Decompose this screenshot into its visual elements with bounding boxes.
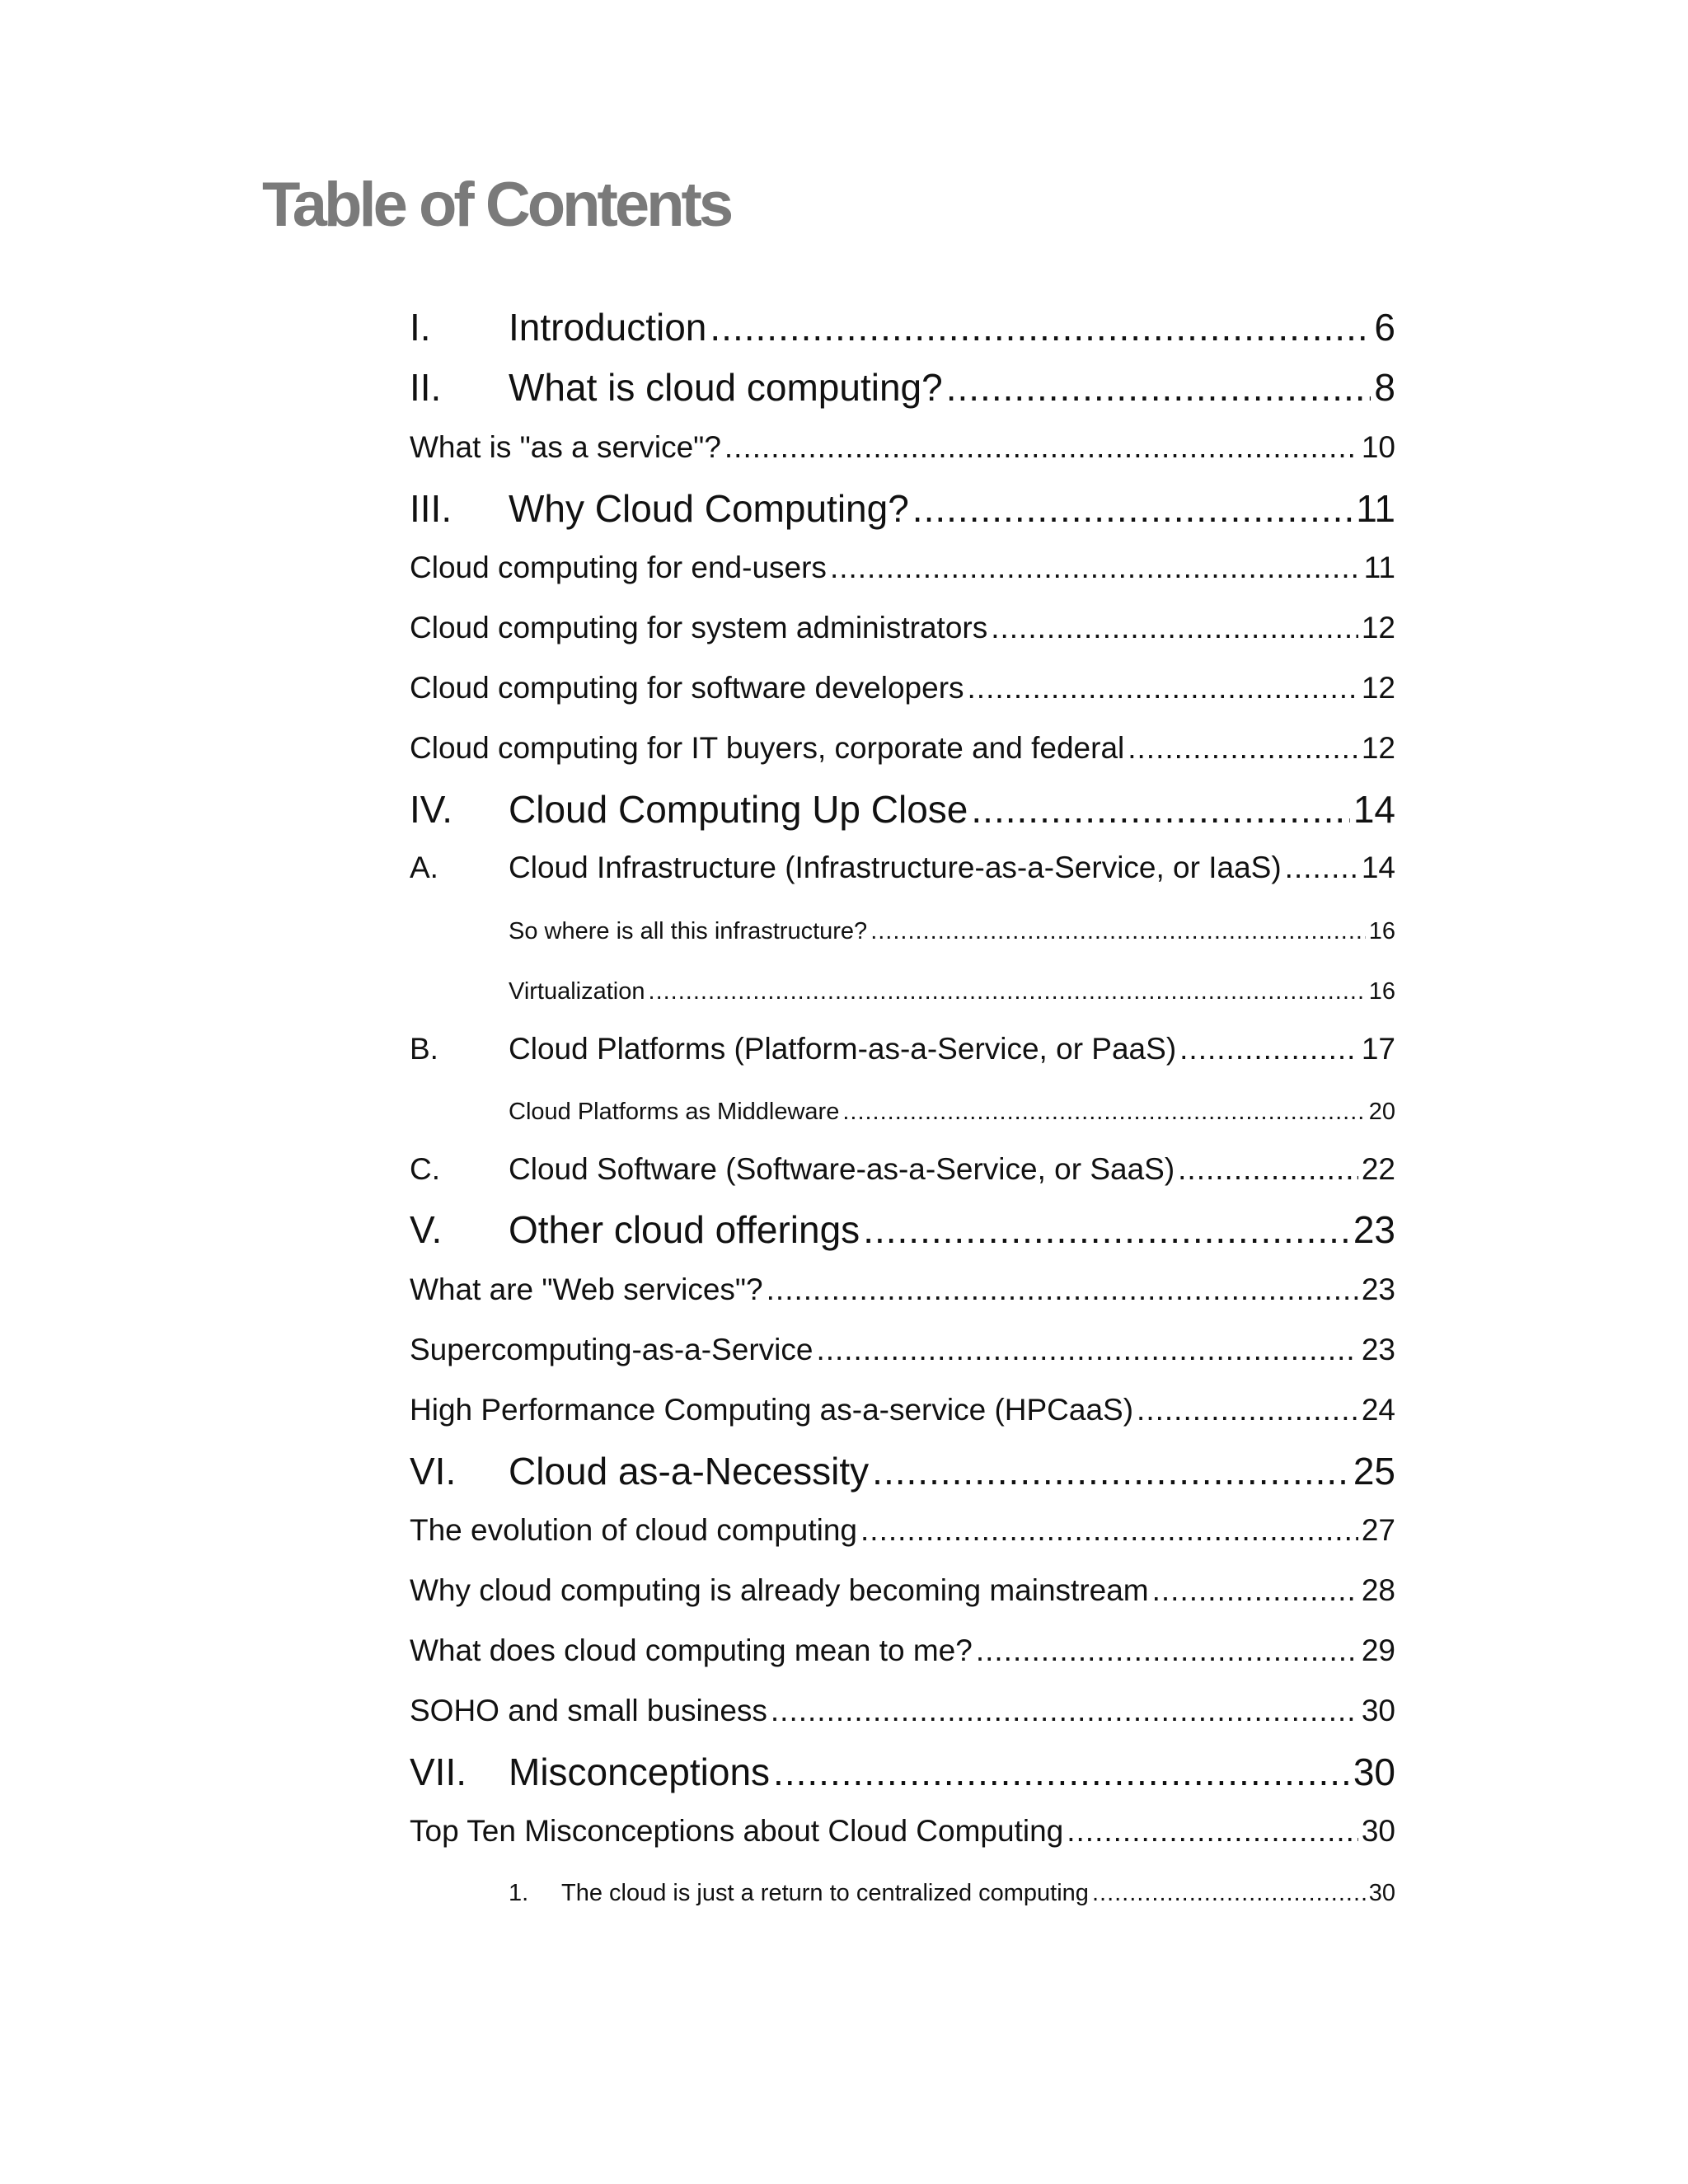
toc-entry-title: So where is all this infrastructure? (509, 918, 868, 944)
toc-dot-leader (816, 1333, 1357, 1367)
toc-page-number: 11 (1363, 551, 1395, 584)
toc-page-number: 14 (1353, 788, 1395, 831)
toc-entry-title: What does cloud computing mean to me? (410, 1633, 973, 1667)
toc-entry[interactable] (410, 611, 1395, 652)
toc-entry-title: Cloud computing for end-users (410, 551, 827, 584)
page-title: Table of Contents (262, 170, 731, 240)
toc-entry-title: Introduction (509, 306, 707, 349)
toc-page-number: 17 (1361, 1032, 1395, 1066)
toc-page-number: 12 (1361, 671, 1395, 705)
toc-dot-leader (1092, 1880, 1366, 1907)
toc-page-number: 11 (1356, 487, 1395, 530)
toc-entry-number: IV. (410, 788, 453, 831)
toc-entry-title: Cloud Software (Software-as-a-Service, or SaaS) (509, 1152, 1175, 1186)
toc-page-number: 24 (1361, 1393, 1395, 1427)
toc-dot-leader (976, 1633, 1358, 1668)
toc-entry-title: Supercomputing-as-a-Service (410, 1333, 814, 1366)
toc-entry[interactable] (509, 918, 1395, 951)
toc-entry-title: Other cloud offerings (509, 1208, 860, 1251)
toc-entry[interactable] (410, 1513, 1395, 1554)
toc-entry-number: V. (410, 1208, 443, 1251)
toc-dot-leader (1285, 851, 1358, 885)
toc-page-number: 12 (1361, 731, 1395, 765)
toc-page-number: 22 (1361, 1152, 1395, 1186)
toc-dot-leader (649, 978, 1366, 1005)
toc-page-number: 23 (1361, 1333, 1395, 1366)
toc-dot-leader (860, 1513, 1358, 1548)
toc-dot-leader (842, 1099, 1365, 1126)
toc-page-number: 16 (1368, 918, 1395, 944)
toc-entry-title: What is cloud computing? (509, 366, 943, 409)
toc-entry[interactable] (410, 1207, 1395, 1257)
toc-page-number: 14 (1361, 851, 1395, 884)
toc-entry[interactable] (410, 1573, 1395, 1615)
toc-dot-leader (767, 1272, 1358, 1307)
toc-page-number: 29 (1361, 1633, 1395, 1667)
toc-dot-leader (971, 787, 1349, 832)
toc-entry-number: II. (410, 366, 442, 409)
toc-entry[interactable] (410, 731, 1395, 772)
toc-entry[interactable] (410, 551, 1395, 592)
toc-page-number: 30 (1361, 1694, 1395, 1727)
toc-page-number: 8 (1374, 366, 1395, 409)
toc-dot-leader (863, 1207, 1350, 1252)
toc-entry[interactable] (410, 1333, 1395, 1374)
toc-entry[interactable] (410, 365, 1395, 415)
toc-entry-number: B. (410, 1032, 438, 1066)
toc-dot-leader (1178, 1152, 1358, 1187)
toc-entry-number: I. (410, 306, 431, 349)
toc-entry[interactable] (509, 1880, 1395, 1913)
toc-entry-title: Cloud Platforms (Platform-as-a-Service, or PaaS) (509, 1032, 1177, 1066)
toc-entry-title: Top Ten Misconceptions about Cloud Computing (410, 1814, 1064, 1848)
toc-entry[interactable] (410, 430, 1395, 471)
toc-entry-title: What is "as a service"? (410, 430, 721, 464)
toc-page-number: 12 (1361, 611, 1395, 644)
toc-dot-leader (968, 671, 1358, 705)
toc-dot-leader (771, 1694, 1358, 1728)
toc-page-number: 16 (1368, 978, 1395, 1005)
toc-entry-title: The evolution of cloud computing (410, 1513, 858, 1547)
toc-page-number: 30 (1368, 1880, 1395, 1906)
toc-page-number: 10 (1361, 430, 1395, 464)
toc-entry[interactable] (410, 1694, 1395, 1735)
toc-entry[interactable] (410, 1152, 1395, 1193)
toc-entry[interactable] (509, 1099, 1395, 1132)
toc-dot-leader (710, 305, 1371, 349)
toc-entry-title: Cloud computing for IT buyers, corporate and federal (410, 731, 1125, 765)
toc-entry-number: 1. (509, 1880, 529, 1906)
toc-entry-number: C. (410, 1152, 440, 1186)
toc-dot-leader (946, 365, 1372, 410)
toc-entry-title: Cloud Infrastructure (Infrastructure-as-a-Service, or IaaS) (509, 851, 1282, 884)
toc-dot-leader (912, 486, 1353, 531)
toc-entry-title: Cloud computing for system administrators (410, 611, 988, 644)
toc-entry-title: Cloud Platforms as Middleware (509, 1099, 840, 1125)
toc-page-number: 23 (1361, 1272, 1395, 1306)
toc-entry[interactable] (410, 1449, 1395, 1498)
toc-page-number: 30 (1353, 1750, 1395, 1793)
toc-dot-leader (1128, 731, 1358, 766)
toc-entry-title: Cloud Computing Up Close (509, 788, 968, 831)
toc-entry-title: The cloud is just a return to centralized computing (561, 1880, 1089, 1906)
toc-dot-leader (773, 1750, 1350, 1794)
toc-page-number: 28 (1361, 1573, 1395, 1607)
toc-dot-leader (1179, 1032, 1358, 1066)
toc-entry[interactable] (410, 1633, 1395, 1675)
toc-page-number: 27 (1361, 1513, 1395, 1547)
toc-entry[interactable] (410, 305, 1395, 354)
toc-dot-leader (724, 430, 1358, 465)
toc-dot-leader (1137, 1393, 1358, 1427)
toc-entry-title: High Performance Computing as-a-service (HPCaaS) (410, 1393, 1134, 1427)
toc-page-number: 25 (1353, 1450, 1395, 1493)
toc-entry[interactable] (410, 1272, 1395, 1314)
toc-entry[interactable] (410, 1032, 1395, 1073)
toc-entry-number: A. (410, 851, 438, 884)
toc-page-number: 20 (1368, 1099, 1395, 1125)
toc-entry-number: VI. (410, 1450, 457, 1493)
toc-page-number: 23 (1353, 1208, 1395, 1251)
toc-entry[interactable] (410, 671, 1395, 712)
toc-entry[interactable] (410, 486, 1395, 536)
toc-dot-leader (872, 1449, 1350, 1493)
toc-entry-title: Cloud as-a-Necessity (509, 1450, 870, 1493)
toc-page-number: 30 (1361, 1814, 1395, 1848)
toc-dot-leader (870, 918, 1366, 945)
toc-entry-number: VII. (410, 1750, 467, 1793)
toc-entry-title: Why Cloud Computing? (509, 487, 909, 530)
toc-entry-title: Cloud computing for software developers (410, 671, 964, 705)
toc-entry-title: Misconceptions (509, 1750, 771, 1793)
toc-dot-leader (1067, 1814, 1358, 1849)
toc-entry[interactable] (509, 978, 1395, 1011)
toc-entry-title: SOHO and small business (410, 1694, 767, 1727)
toc-entry-number: III. (410, 487, 452, 530)
toc-dot-leader (991, 611, 1358, 645)
toc-page-number: 6 (1374, 306, 1395, 349)
toc-entry-title: What are "Web services"? (410, 1272, 763, 1306)
toc-entry[interactable] (410, 1393, 1395, 1434)
toc-entry[interactable] (410, 851, 1395, 892)
toc-entry[interactable] (410, 787, 1395, 837)
toc-entry-title: Why cloud computing is already becoming mainstream (410, 1573, 1149, 1607)
toc-dot-leader (1152, 1573, 1358, 1608)
toc-entry[interactable] (410, 1814, 1395, 1855)
toc-entry[interactable] (410, 1750, 1395, 1799)
toc-dot-leader (830, 551, 1361, 585)
toc-entry-title: Virtualization (509, 978, 645, 1005)
